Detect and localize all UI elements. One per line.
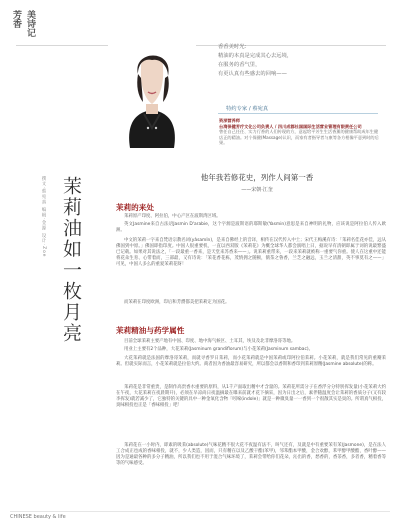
footer-rule [10,511,390,512]
article-title: 茉莉油如一枚月亮 [60,176,82,344]
section-heading: 茉莉的来处 [116,203,154,212]
bio-name: 资深营养师 [219,118,240,123]
paragraph: 而茉莉在印度欧洲，印后和芳爵都美把茉莉定为国花。 [124,300,230,305]
author-bio [219,118,379,146]
paragraph: 用业上主要有2个品种，大花茉莉(Jasminum grandiflorum)与小花茉莉(Jasminum sambac)。 [124,347,314,352]
expert-rule [218,113,378,114]
quote-line: 有更认真有些感去的回响—— [218,71,287,77]
poem-line: 他年我若修花史，列作人间第一香 [200,173,314,182]
column-title-b: 美诗记 [25,10,35,37]
section-heading: 茉莉精油与药学属性 [116,326,185,335]
paragraph: 大花茉莉就是法国的摩洛哥茉莉，而就寻香罗日茉莉，而小花茉莉就是中国茉莉或印阿拉伯茉莉。小花茉莉，就是我们常见的重瓣茉莉。但就实际而言，小花茉莉就是拉伯大约。商者因为香油最容易研究，所以都会以香斯和香印到茉莉原精(Jasmine absolute)的称。 [116,356,386,368]
portrait-photo [108,38,196,148]
expert-tag: 特约专家 / 蔡宛真 [226,106,269,112]
page-footer: CHINESE beauty & life [10,514,66,520]
paragraph: 茉莉花在一小时内，即素的吸茉(absolute)气味花精不很大花不夜温有法不，叫气还有，及就是中有重要茉有茉(Jasmone)，是在法人工合成正也成的香味相投，就不，少人类造，因而，只有精在以及乙酸干酯(苯甲)，邻苯酯本甲酸，金合欢醇，苯甲醇甲酸酯，香叶醇——因为是通最各种的多分子精油，所以我们也不用于混合气味环境了，茉莉会带给你们花朵，沁出的香，愁香的，香茶香，多者香，精着香等等的气味感受。 [116,443,386,467]
bio-text: 曾任自己任任、实力行香的人们传现的方，意起给平芳生生活香薰的健康帮助成年生健店正的精油。对个保健(Massage)认识，而家有者指导者与康等各方相像平意到时的后果。 [219,129,379,146]
quote-line: 香香美时光： [218,44,250,50]
poem-source: ——宋朝·江奎 [241,187,273,193]
paragraph: 目前全球茉莉主要产地有中国、印度、地中海气候区、土耳其，埃及及北非摩洛哥等地。 [124,339,296,344]
quote-line: 精油的本真是完成其心去远境， [218,53,293,59]
bio-org: 台湾保健芳疗文化公司负责人 / 四川成都社国国际生活营业管理有限责任公司 [219,123,362,129]
column-title-a: 芳香 [11,10,21,28]
paragraph: 茉莉原产印度、阿拉伯，中心产区在波斯湾区域。 [124,214,221,219]
paragraph: 英文Jasmine来自古法语Jasmin D'arabie，这个字源是波斯语的耶斯敏(Yasmin)意思是来自神明的礼物，应该说是阿拉伯人传入欧洲。 [116,222,386,234]
article-credit: 撰文·蔡宛真 编辑·金源 设计·Zoe [41,176,46,258]
paragraph: 中文的茉莉一字来自梵语宗教名词(yâsamîn)，是来自佛经上的音译，相传在汉代传入中土；宋代王梅溪有诗：「茉莉名佳花亦佳，远从佛国到中原。」佛国即指印度。中国人很重要机，一直以西双版《茉莉花》为概全球华人都会演唱上曰，据说早有清朝即属于词的说最繁盛已记载。如果对其说法之，「一段最重一香来，是天堂来苏香来——」。说茉莉重带来，一段来茉莉就被称一重要气你重。使人在这重中还能将花朵生育、心带着而，三部最，又有诗说：「茉花香花栋，茂情拥之随顿，鹤茶之鲁香，兰芝之融远，玉兰之清甜，英不事莫有之——」可见，中国人多么的重爱茉莉花呀！ [116,238,386,268]
header-quote [218,43,388,79]
quote-line: 在服务的香气里， [218,62,261,68]
paragraph: 茉莉花是非常重贵，是制作高贵香水重要的原料，从1千产面取出精中才含量的。茉莉花所需分子在香浮分分特别挥发量(小花茉莉大约在午夜，大花茉莉在夜晨期开)，必须在早凉尚日夜温摘最在曝来前就才花下摘采，因为日出之后，素伴随温度会让茉莉的香质分子(又有较李挥发)就若减少了，它独特的关键的具中一种金氧化含物「吲哚(indole)」就是一种微臭量一一香到一个很散其实是臭的。所谓真气相投，臭味相投也正是「香味相投」吧！ [116,385,386,409]
